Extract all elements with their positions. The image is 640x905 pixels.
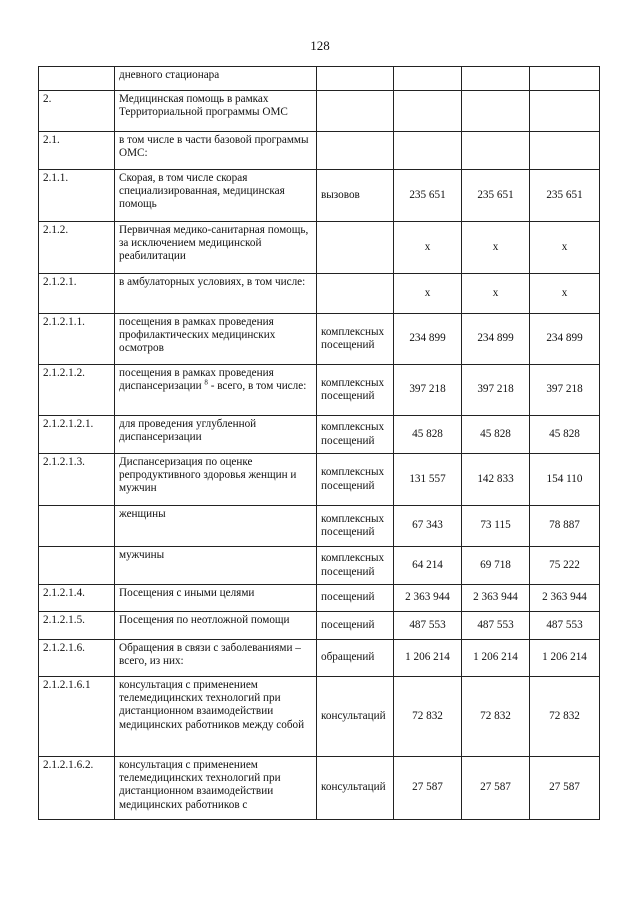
table-row: [39, 91, 600, 132]
row-name: посещения в рамках проведения профилактических медицинских осмотров: [115, 314, 317, 365]
row-unit: [317, 91, 394, 132]
row-name: консультация с применением телемедицинских технологий при дистанционном взаимодействии медицинских работников с: [115, 757, 317, 820]
row-name: мужчины: [115, 547, 317, 585]
row-unit: комплексных посещений: [317, 454, 394, 506]
table-row: [39, 757, 600, 820]
row-value-2: [462, 91, 530, 132]
row-value-3: 45 828: [530, 416, 600, 454]
row-name: дневного стационара: [115, 67, 317, 91]
row-value-2: x: [462, 274, 530, 314]
row-name-text-rest: - всего, в том числе:: [207, 380, 307, 393]
table-row: [39, 677, 600, 757]
row-value-1: 235 651: [394, 170, 462, 222]
row-value-1: 234 899: [394, 314, 462, 365]
row-value-3: [530, 132, 600, 170]
row-number: 2.1.2.1.: [39, 274, 115, 314]
row-value-1: 72 832: [394, 677, 462, 757]
row-unit: консультаций: [317, 757, 394, 820]
row-value-2: 142 833: [462, 454, 530, 506]
row-value-1: 131 557: [394, 454, 462, 506]
indicators-table: [38, 66, 600, 820]
row-value-3: 72 832: [530, 677, 600, 757]
row-unit: посещений: [317, 612, 394, 640]
row-number: 2.1.: [39, 132, 115, 170]
row-value-3: [530, 67, 600, 91]
row-name: для проведения углубленной диспансеризации: [115, 416, 317, 454]
row-value-3: 75 222: [530, 547, 600, 585]
row-number: 2.: [39, 91, 115, 132]
row-value-3: [530, 91, 600, 132]
row-value-3: x: [530, 274, 600, 314]
table-row: [39, 454, 600, 506]
row-number: 2.1.2.: [39, 222, 115, 274]
row-unit: комплексных посещений: [317, 314, 394, 365]
row-number: 2.1.2.1.6.: [39, 640, 115, 677]
row-number: 2.1.2.1.4.: [39, 585, 115, 612]
row-value-2: 1 206 214: [462, 640, 530, 677]
row-value-3: 78 887: [530, 506, 600, 547]
row-name: в амбулаторных условиях, в том числе:: [115, 274, 317, 314]
row-unit: комплексных посещений: [317, 506, 394, 547]
row-unit: комплексных посещений: [317, 547, 394, 585]
row-unit: [317, 274, 394, 314]
footnote-marker: 8: [204, 378, 208, 387]
row-value-2: [462, 67, 530, 91]
row-unit: обращений: [317, 640, 394, 677]
row-unit: вызовов: [317, 170, 394, 222]
row-value-2: 397 218: [462, 365, 530, 416]
row-value-1: x: [394, 274, 462, 314]
row-value-3: 2 363 944: [530, 585, 600, 612]
row-value-3: 487 553: [530, 612, 600, 640]
row-value-3: 1 206 214: [530, 640, 600, 677]
row-unit: комплексных посещений: [317, 365, 394, 416]
row-name: Диспансеризация по оценке репродуктивного здоровья женщин и мужчин: [115, 454, 317, 506]
row-unit: консультаций: [317, 677, 394, 757]
row-value-1: 67 343: [394, 506, 462, 547]
row-value-1: 1 206 214: [394, 640, 462, 677]
row-number: 2.1.1.: [39, 170, 115, 222]
row-value-2: 2 363 944: [462, 585, 530, 612]
row-value-2: 69 718: [462, 547, 530, 585]
row-number: [39, 506, 115, 547]
row-name: женщины: [115, 506, 317, 547]
row-name: Посещения с иными целями: [115, 585, 317, 612]
table-row: [39, 314, 600, 365]
row-name: Первичная медико-санитарная помощь, за исключением медицинской реабилитации: [115, 222, 317, 274]
row-value-1: [394, 67, 462, 91]
table-row: [39, 547, 600, 585]
row-value-3: 397 218: [530, 365, 600, 416]
row-value-3: x: [530, 222, 600, 274]
row-name-text: посещения в рамках проведения диспансеризации: [119, 367, 274, 393]
row-value-3: 154 110: [530, 454, 600, 506]
table-row: [39, 67, 600, 91]
row-value-2: 45 828: [462, 416, 530, 454]
row-value-2: 487 553: [462, 612, 530, 640]
row-number: 2.1.2.1.6.2.: [39, 757, 115, 820]
row-name: в том числе в части базовой программы ОМС:: [115, 132, 317, 170]
row-number: 2.1.2.1.1.: [39, 314, 115, 365]
table-row: [39, 640, 600, 677]
row-name: Посещения по неотложной помощи: [115, 612, 317, 640]
row-name: Обращения в связи с заболеваниями – всего, из них:: [115, 640, 317, 677]
row-value-1: [394, 132, 462, 170]
row-number: 2.1.2.1.2.1.: [39, 416, 115, 454]
row-number: [39, 547, 115, 585]
row-value-1: 2 363 944: [394, 585, 462, 612]
row-value-3: 235 651: [530, 170, 600, 222]
row-name: Скорая, в том числе скорая специализированная, медицинская помощь: [115, 170, 317, 222]
row-value-2: 27 587: [462, 757, 530, 820]
row-value-1: [394, 91, 462, 132]
table-row: [39, 612, 600, 640]
row-value-1: 397 218: [394, 365, 462, 416]
row-unit: комплексных посещений: [317, 416, 394, 454]
table-row: [39, 585, 600, 612]
row-unit: посещений: [317, 585, 394, 612]
table-row: [39, 222, 600, 274]
row-name: Медицинская помощь в рамках Территориальной программы ОМС: [115, 91, 317, 132]
row-number: [39, 67, 115, 91]
row-value-1: 64 214: [394, 547, 462, 585]
table-row: [39, 132, 600, 170]
table-row: [39, 506, 600, 547]
row-number: 2.1.2.1.2.: [39, 365, 115, 416]
row-value-2: 72 832: [462, 677, 530, 757]
row-number: 2.1.2.1.3.: [39, 454, 115, 506]
table-row: [39, 170, 600, 222]
row-number: 2.1.2.1.5.: [39, 612, 115, 640]
row-name: [115, 365, 317, 416]
row-value-1: 487 553: [394, 612, 462, 640]
row-value-1: 27 587: [394, 757, 462, 820]
row-value-2: 73 115: [462, 506, 530, 547]
row-value-2: [462, 132, 530, 170]
row-value-2: 235 651: [462, 170, 530, 222]
page-number: 128: [310, 38, 330, 53]
row-value-3: 234 899: [530, 314, 600, 365]
row-unit: [317, 222, 394, 274]
row-value-1: x: [394, 222, 462, 274]
row-value-2: x: [462, 222, 530, 274]
table-row: [39, 274, 600, 314]
row-value-2: 234 899: [462, 314, 530, 365]
row-name: консультация с применением телемедицинских технологий при дистанционном взаимодействии медицинских работников между собой: [115, 677, 317, 757]
row-unit: [317, 132, 394, 170]
row-unit: [317, 67, 394, 91]
row-number: 2.1.2.1.6.1: [39, 677, 115, 757]
row-value-3: 27 587: [530, 757, 600, 820]
table-row: [39, 365, 600, 416]
row-value-1: 45 828: [394, 416, 462, 454]
table-row: [39, 416, 600, 454]
